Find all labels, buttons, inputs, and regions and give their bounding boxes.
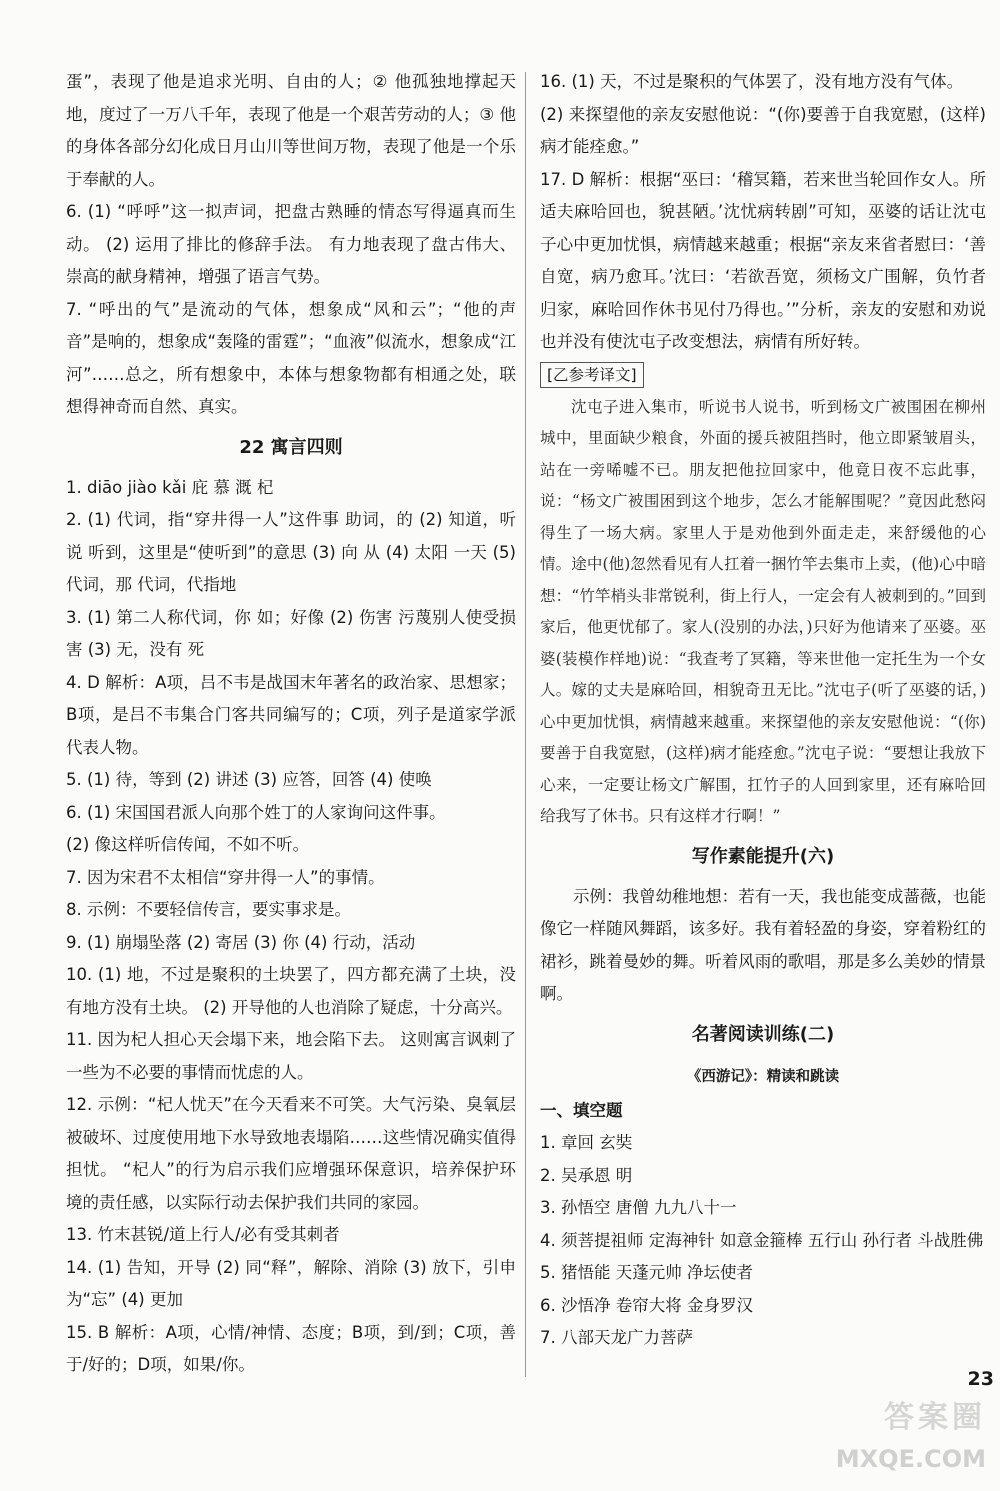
answer-item: 1. diāo jiào kǎi 庇 慕 溉 杞	[66, 477, 274, 497]
answer-item: 8. 示例：不要轻信传言，要实事求是。	[66, 900, 351, 919]
answer-item: 4. D 解析：A项，吕不韦是战国末年著名的政治家、思想家；B项，是吕不韦集合门客共同编写的；C项，列子是道家学派代表人物。	[66, 672, 516, 757]
reading-subtitle: 《西游记》：精读和跳读	[686, 1068, 840, 1085]
answer-item: 2. (1) 代词，指“穿井得一人”这件事 助词，的 (2) 知道，听说 听到，这里是“使听到”的意思 (3) 向 从 (4) 太阳 一天 (5) 代词，那 代词，代指地	[66, 510, 516, 594]
answer-item: 5. (1) 待，等到 (2) 讲述 (3) 应答，回答 (4) 使唤	[66, 770, 432, 789]
fill-item: 5. 猪悟能 天蓬元帅 净坛使者	[540, 1263, 753, 1282]
answer-6: 6. (1) “呼呼”这一拟声词，把盘古熟睡的情态写得逼真而生动。 (2) 运用了排比的修辞手法。 有力地表现了盘古伟大、崇高的献身精神，增强了语言气势。	[66, 202, 516, 286]
fill-item: 7. 八部天龙广力菩萨	[540, 1328, 693, 1347]
answer-item: 16. (1) 天，不过是聚积的气体罢了，没有地方没有气体。	[540, 72, 964, 91]
answer-item: 6. (1) 宋国国君派人向那个姓丁的人家询问这件事。	[66, 802, 446, 822]
translation-label: [乙参考译文]	[540, 362, 644, 388]
answer-item: (2) 像这样听信传闻，不如不听。	[66, 835, 310, 854]
fill-item: 1. 章回 玄奘	[540, 1133, 633, 1152]
answer-item: 12. 示例：“杞人忧天”在今天看来不可笑。大气污染、臭氧层被破坏、过度使用地下水导致地表塌陷……这些情况确实值得担忧。 “杞人”的行为启示我们应增强环保意识，培养保护环境的责任感，以实际行动去保护我们共同的家园。	[66, 1095, 516, 1212]
answer-paragraph: 蛋”，表现了他是追求光明、自由的人；② 他孤独地撑起天地，度过了一万八千年，表现了他是一个艰苦劳动的人；③ 他的身体各部分幻化成日月山川等世间万物，表现了他是一个乐于奉献的人。	[66, 72, 516, 189]
translation-block	[540, 392, 986, 833]
answer-item: 13. 竹末甚锐/道上行人/必有受其刺者	[66, 1225, 340, 1244]
answer-item: 15. B 解析：A项，心情/神情、态度；B项，到/到；C项，善于/好的；D项，如果/你。	[66, 1322, 516, 1374]
writing-example: 示例：我曾幼稚地想：若有一天，我也能变成蔷薇，也能像它一样随风舞蹈，该多好。我有着轻盈的身姿，穿着粉红的裙衫，跳着曼妙的舞。听着风雨的歌唱，那是多么美妙的情景啊。	[540, 886, 986, 1003]
reading-title: 名著阅读训练(二)	[691, 1023, 835, 1045]
answer-item: (2) 来探望他的亲友安慰他说：“(你)要善于自我宽慰，(这样)病才能痊愈。”	[540, 104, 986, 156]
answer-7: 7. “呼出的气”是流动的气体，想象成“风和云”；“他的声音”是响的，想象成“轰隆的雷霆”；“血液”似流水，想象成“江河”……总之，所有想象中，本体与想象物都有相通之处，联想得神奇而自然、真实。	[66, 299, 516, 416]
watermark-url: MXQE.COM	[835, 1445, 986, 1473]
answer-item: 7. 因为宋君不太相信“穿井得一人”的事情。	[66, 867, 385, 887]
answer-item: 17. D 解析：根据“巫曰：‘稽冥籍，若来世当轮回作女人。所适夫麻哈回也，貌甚陋。’沈忧病转剧”可知，巫婆的话让沈屯子心中更加忧惧，病情越来越重；根据“亲友来省者慰曰：‘善自宽，病乃愈耳。’沈曰：‘若欲吾宽，须杨文广围解，负竹者归家，麻哈回作休书见付乃得也。’”分析，亲友的安慰和劝说也并没有使沈屯子改变想法，病情有所好转。	[540, 169, 986, 351]
page-number: 23	[967, 1368, 994, 1390]
lesson-title: 22 寓言四则	[239, 436, 343, 458]
answer-item: 3. (1) 第二人称代词，你 如；好像 (2) 伤害 污蔑别人使受损害 (3) 无，没有 死	[66, 607, 516, 659]
writing-title: 写作素能提升(六)	[691, 845, 835, 867]
watermark: 答案圈	[884, 1400, 986, 1435]
answer-item: 9. (1) 崩塌坠落 (2) 寄居 (3) 你 (4) 行动，活动	[66, 932, 416, 952]
fill-item: 3. 孙悟空 唐僧 九九八十一	[540, 1198, 737, 1217]
fill-item: 4. 须菩提祖师 定海神针 如意金箍棒 五行山 孙行者 斗战胜佛	[540, 1230, 984, 1250]
answer-item: 14. (1) 告知，开导 (2) 同“释”，解除、消除 (3) 放下，引申为“忘” (4) 更加	[66, 1257, 516, 1309]
column-divider	[525, 72, 526, 1377]
section-heading: 一、填空题	[540, 1100, 623, 1120]
left-column	[66, 66, 516, 1382]
fill-item: 6. 沙悟净 卷帘大将 金身罗汉	[540, 1295, 753, 1315]
answer-item: 10. (1) 地，不过是聚积的土块罢了，四方都充满了土块，没有地方没有土块。 (2) 开导他的人也消除了疑虑，十分高兴。	[66, 965, 516, 1017]
right-column	[540, 66, 986, 1355]
translation-text: 沈屯子进入集市，听说书人说书，听到杨文广被围困在柳州城中，里面缺少粮食，外面的援兵被阻挡时，他立即紧皱眉头，站在一旁唏嘘不已。朋友把他拉回家中，他竟日夜不忘此事，说：“杨文广被围困到这个地步，怎么才能解围呢？”竟因此愁闷得生了一场大病。家里人于是劝他到外面走走，来舒缓他的心情。途中(他)忽然看见有人扛着一捆竹竿去集市上卖，(他)心中暗想：“竹竿梢头非常锐利，街上行人，一定会有人被刺到的。”回到家后，他更忧郁了。家人(没别的办法，)只好为他请来了巫婆。巫婆(装模作样地)说：“我查考了冥籍，等来世他一定托生为一个女人。嫁的丈夫是麻哈回，相貌奇丑无比。”沈屯子(听了巫婆的话，)心中更加忧惧，病情越来越重。来探望他的亲友安慰他说：“(你)要善于自我宽慰，(这样)病才能痊愈。”沈屯子说：“要想让我放下心来，一定要让杨文广解围，扛竹子的人回到家里，还有麻哈回给我写了休书。只有这样才行啊！”	[540, 397, 986, 825]
answer-item: 11. 因为杞人担心天会塌下来，地会陷下去。 这则寓言讽刺了一些为不必要的事情而忧虑的人。	[66, 1030, 516, 1082]
fill-item: 2. 吴承恩 明	[540, 1165, 633, 1185]
